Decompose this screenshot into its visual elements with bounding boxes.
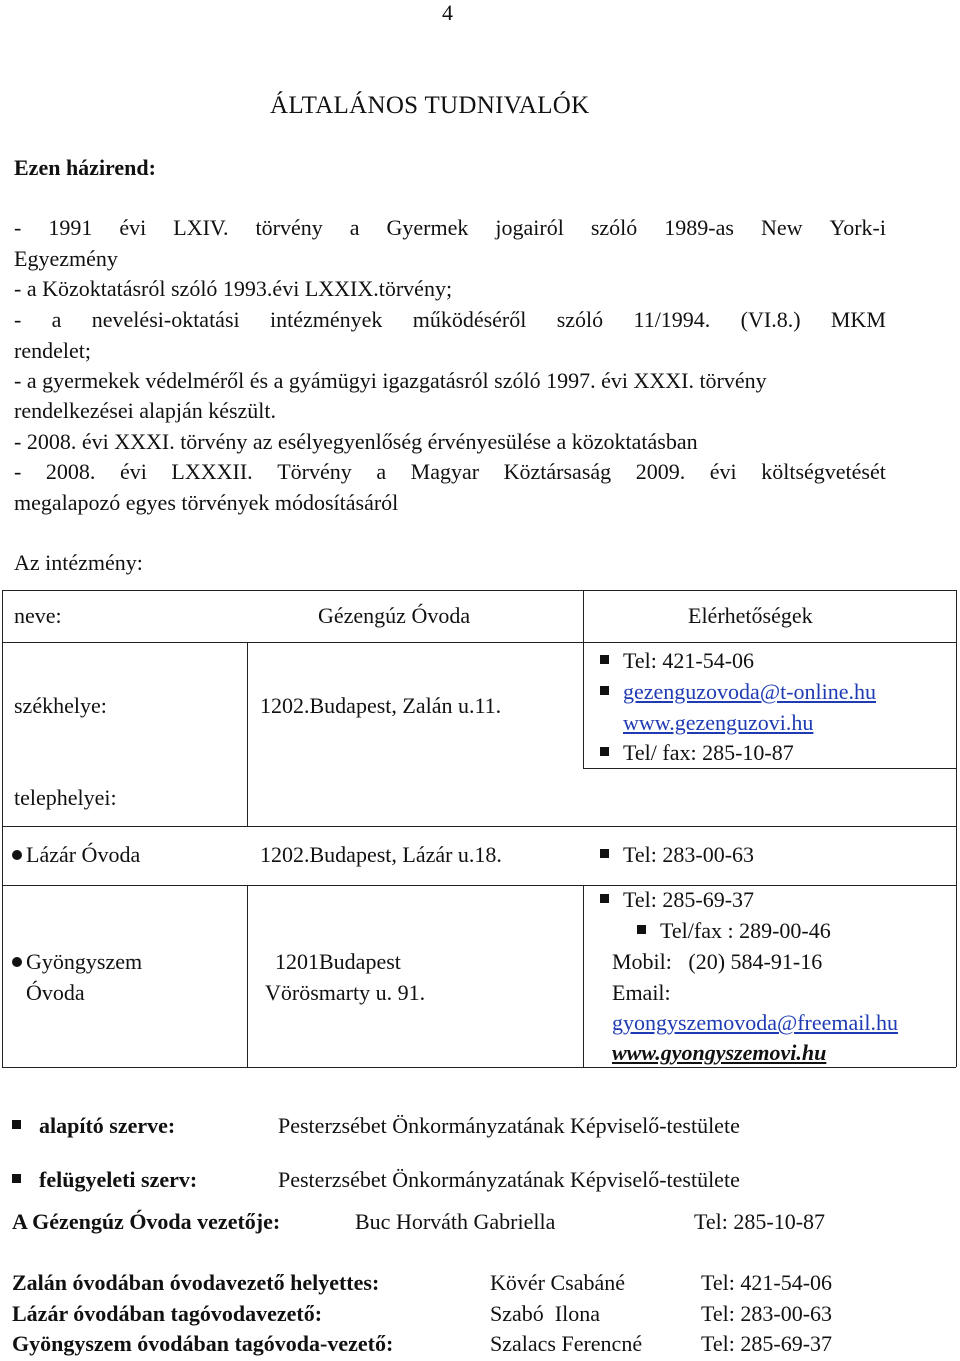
gyongyszem-address-1: 1201Budapest [275, 949, 401, 974]
deputy-name: Kövér Csabáné [490, 1270, 626, 1295]
word: (VI.8.) [740, 307, 801, 332]
lazar-address: 1202.Budapest, Lázár u.18. [260, 842, 502, 867]
institution-name: Gézengúz Óvoda [318, 603, 471, 628]
word: a [51, 307, 62, 332]
deputy-phone: Tel: 421-54-06 [701, 1270, 833, 1295]
legal-line-9 [14, 459, 886, 485]
word: a [349, 215, 360, 240]
deputy-role: Lázár óvodában tagóvodavezető: [12, 1301, 323, 1326]
word: törvény [255, 215, 323, 240]
word: évi [119, 459, 147, 484]
word: New [760, 215, 803, 240]
name-label: neve: [14, 603, 62, 628]
word: szóló [590, 215, 638, 240]
word: - [14, 307, 22, 332]
leader-label: A Gézengúz Óvoda vezetője: [12, 1209, 281, 1234]
bullet-dot-icon [12, 850, 22, 860]
word: 1991 [48, 215, 93, 240]
gyongyszem-name-1: Gyöngyszem [12, 949, 142, 975]
intro-label: Ezen házirend: [14, 155, 156, 180]
word: LXXXII. [171, 459, 253, 484]
bullet-square-icon [600, 655, 609, 664]
legal-line-4 [14, 307, 886, 333]
supervisor-label: felügyeleti szerv: [12, 1167, 197, 1193]
deputy-phone: Tel: 283-00-63 [701, 1301, 833, 1326]
word: 2009. [635, 459, 686, 484]
word: LXIV. [173, 215, 229, 240]
gyongyszem-email-label: Email: [612, 980, 671, 1005]
bullet-square-icon [637, 925, 646, 934]
legal-line-5: rendelet; [14, 338, 91, 363]
word: Magyar [410, 459, 480, 484]
bullet-dot-icon [12, 957, 22, 967]
word: - [14, 459, 22, 484]
legal-line-10: megalapozó egyes törvények módosításáról [14, 490, 399, 515]
word: Törvény [277, 459, 352, 484]
page-number: 4 [442, 0, 453, 25]
word: évi [119, 215, 147, 240]
bullet-square-icon [12, 1120, 21, 1129]
word: jogairól [495, 215, 564, 240]
gyongyszem-email-link[interactable]: gyongyszemovoda@freemail.hu [612, 1010, 899, 1035]
word: intézmények [269, 307, 383, 332]
founder-value: Pesterzsébet Önkormányzatának Képviselő-testülete [278, 1113, 740, 1138]
legal-line-3: - a Közoktatásról szóló 1993.évi LXXIX.törvény; [14, 276, 453, 301]
seat-email [600, 679, 876, 705]
word: évi [709, 459, 737, 484]
word: nevelési-oktatási [91, 307, 240, 332]
seat-fax: Tel/ fax: 285-10-87 [600, 740, 794, 766]
bullet-square-icon [600, 849, 609, 858]
institution-label: Az intézmény: [14, 550, 143, 575]
lazar-name: Lázár Óvoda [12, 842, 140, 868]
word: 1989-as [664, 215, 734, 240]
word: a [376, 459, 387, 484]
word: York-i [829, 215, 886, 240]
word: szóló [556, 307, 604, 332]
bullet-square-icon [12, 1174, 21, 1183]
gyongyszem-phone: Tel: 285-69-37 [600, 887, 754, 913]
leader-phone: Tel: 285-10-87 [694, 1209, 826, 1234]
deputy-name: Szalacs Ferencné [490, 1331, 643, 1356]
page-title: ÁLTALÁNOS TUDNIVALÓK [270, 92, 590, 119]
word: MKM [830, 307, 886, 332]
seat-email-link[interactable]: gezenguzovoda@t-online.hu [623, 679, 877, 704]
deputy-name: Szabó Ilona [490, 1301, 600, 1326]
word: költségvetését [761, 459, 886, 484]
word: - [14, 215, 22, 240]
seat-label: székhelye: [14, 693, 107, 718]
gyongyszem-mobile: Mobil: (20) 584-91-16 [612, 949, 823, 974]
bullet-square-icon [600, 894, 609, 903]
seat-web-link[interactable]: www.gezenguzovi.hu [623, 710, 814, 735]
legal-line-2: Egyezmény [14, 246, 118, 271]
word: Köztársaság [503, 459, 612, 484]
deputy-phone: Tel: 285-69-37 [701, 1331, 833, 1356]
seat-address: 1202.Budapest, Zalán u.11. [260, 693, 502, 718]
seat-phone: Tel: 421-54-06 [600, 648, 754, 674]
legal-line-8: - 2008. évi XXXI. törvény az esélyegyenlőség érvényesülése a közoktatásban [14, 429, 698, 454]
bullet-square-icon [600, 747, 609, 756]
gyongyszem-web-link[interactable]: www.gyongyszemovi.hu [612, 1040, 827, 1065]
deputy-role: Gyöngyszem óvodában tagóvoda-vezető: [12, 1331, 394, 1356]
word: Gyermek [386, 215, 469, 240]
lazar-phone: Tel: 283-00-63 [600, 842, 754, 868]
gyongyszem-fax: Tel/fax : 289-00-46 [637, 918, 831, 944]
founder-label: alapító szerve: [12, 1113, 175, 1139]
word: 11/1994. [633, 307, 711, 332]
legal-line-6: - a gyermekek védelméről és a gyámügyi igazgatásról szóló 1997. évi XXXI. törvény [14, 368, 767, 393]
word: működéséről [412, 307, 527, 332]
gyongyszem-name-2: Óvoda [26, 980, 85, 1005]
supervisor-value: Pesterzsébet Önkormányzatának Képviselő-testülete [278, 1167, 740, 1192]
legal-line-7: rendelkezései alapján készült. [14, 398, 277, 423]
gyongyszem-address-2: Vörösmarty u. 91. [265, 980, 426, 1005]
deputy-role: Zalán óvodában óvodavezető helyettes: [12, 1270, 380, 1295]
word: 2008. [45, 459, 96, 484]
sites-label: telephelyei: [14, 785, 117, 810]
leader-name: Buc Horváth Gabriella [355, 1209, 556, 1234]
legal-line-1 [14, 215, 886, 241]
contacts-header: Elérhetőségek [688, 603, 813, 628]
bullet-square-icon [600, 686, 609, 695]
